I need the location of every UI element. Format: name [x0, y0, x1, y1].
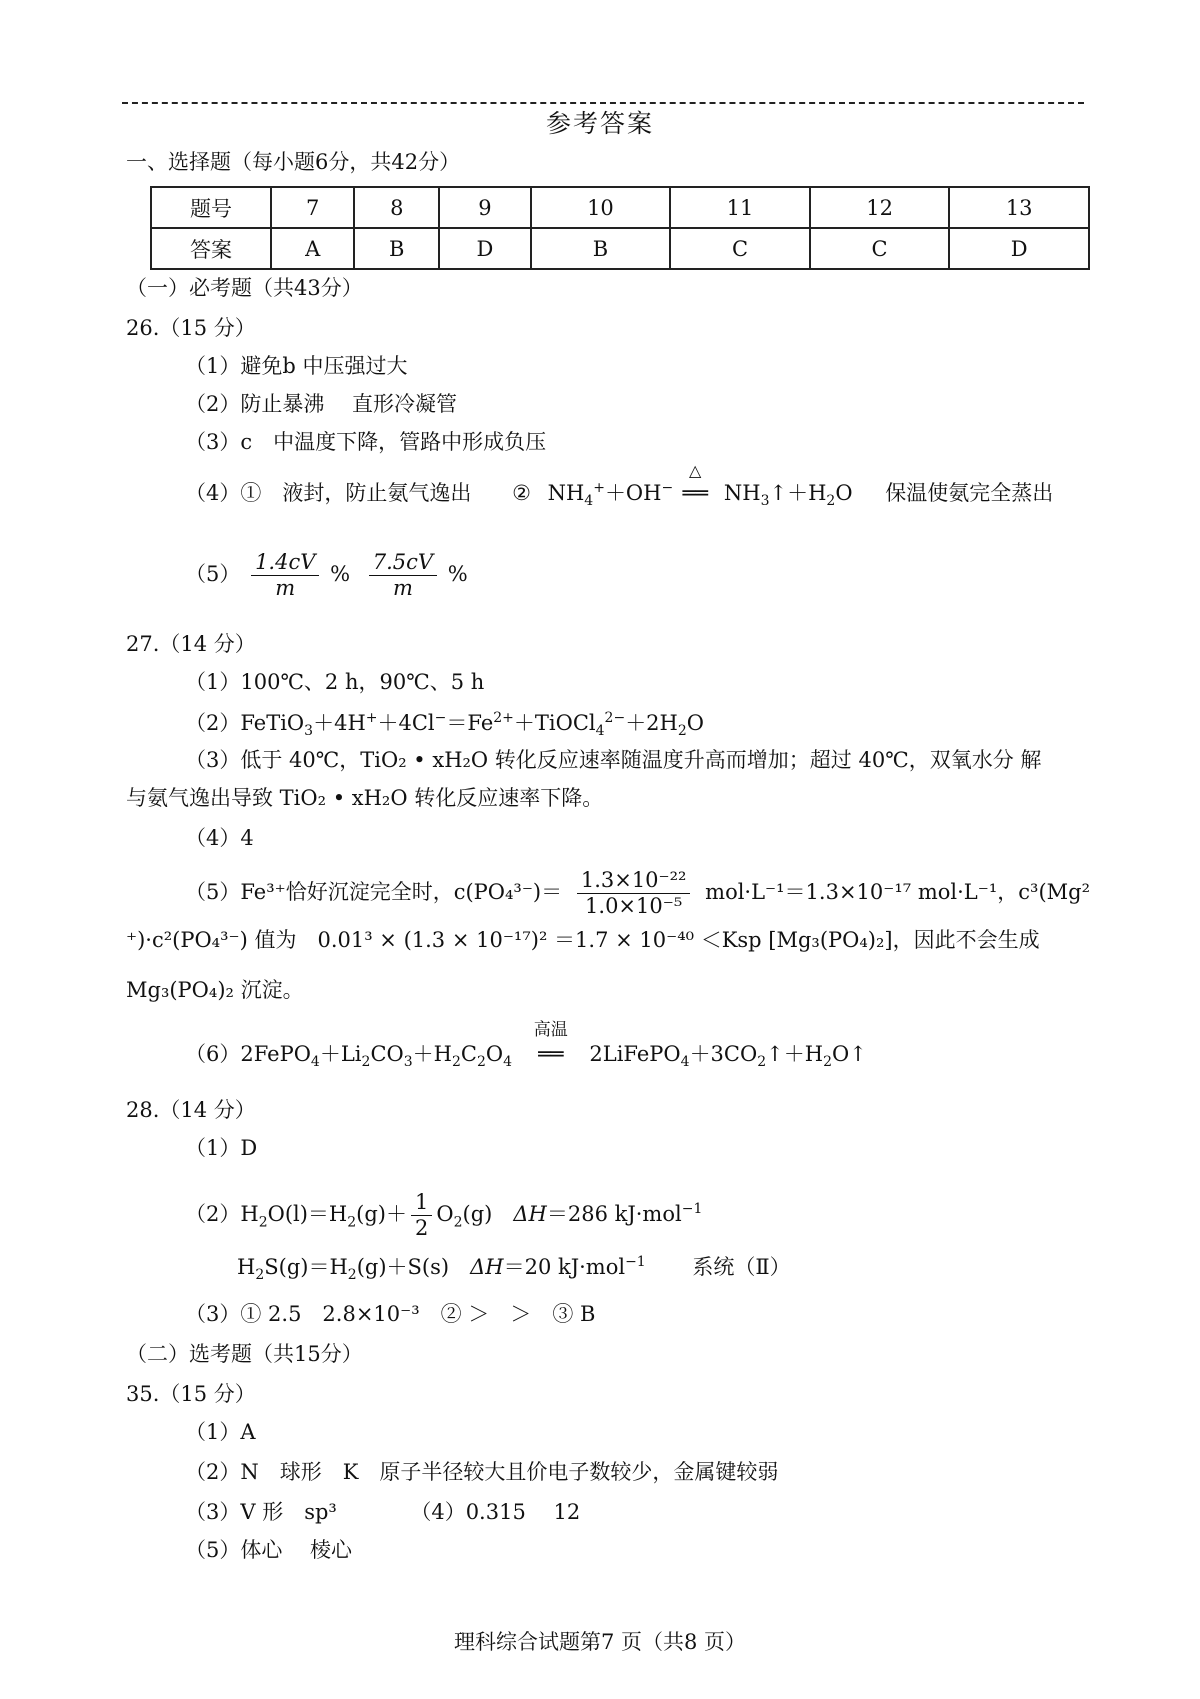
- q27-a5-suffix: mol·L⁻¹＝1.3×10⁻¹⁷ mol·L⁻¹，c³(Mg²: [705, 880, 1090, 905]
- q26-a4-equation: $NH_4^++OH^-$ △ ══ $NH_3↑+H_2O$: [547, 461, 853, 510]
- q35-answer-2: （2）N 球形 K 原子半径较大且价电子数较少，金属键较弱: [185, 1460, 779, 1484]
- fraction-numerator: 1: [411, 1190, 432, 1216]
- q27-answer-1: （1）100℃、2 h，90℃、5 h: [185, 670, 485, 694]
- q28-answer-1: （1）D: [185, 1136, 258, 1160]
- reaction-condition: 高温: [533, 1020, 568, 1040]
- q26-a5-label: （5）: [185, 562, 241, 587]
- q35-heading: 35.（15 分）: [126, 1382, 256, 1406]
- fraction-denominator: m: [275, 576, 296, 601]
- page-footer: 理科综合试题第7 页（共8 页）: [453, 1630, 747, 1654]
- fraction: [251, 550, 319, 601]
- fraction-denominator: 1.0×10⁻⁵: [585, 894, 683, 919]
- q27-heading: 27.（14 分）: [126, 632, 256, 656]
- section-choice-heading: 一、选择题（每小题6分，共42分）: [126, 150, 461, 174]
- table-cell: C: [810, 228, 950, 269]
- part-optional-heading: （二）选考题（共15分）: [126, 1342, 363, 1366]
- answer-table: [150, 186, 1090, 270]
- table-row-numbers: [151, 187, 1089, 228]
- q27-answer-5: [185, 868, 1090, 919]
- fraction: [369, 550, 437, 601]
- table-cell: 10: [531, 187, 671, 228]
- table-cell: 11: [670, 187, 810, 228]
- q28-answer-2-line1: $(2)H_2O(l)=H_2(g)+$ $\frac{1}{2}$ $O_2(g)$ ΔH＝286 kJ·mol$^{-1}$: [185, 1190, 703, 1241]
- q27-answer-3-line2: 与氨气逸出导致 TiO₂ • xH₂O 转化反应速率下降。: [126, 786, 604, 810]
- q28-answer-3: （3）① 2.5 2.8×10⁻³ ② ＞ ＞ ③ B: [185, 1302, 596, 1326]
- q26-answer-5: [185, 550, 468, 601]
- q35-answer-5: （5）体心 棱心: [185, 1538, 353, 1562]
- table-cell: 8: [354, 187, 439, 228]
- percent-sign: %: [330, 562, 351, 587]
- q35-answer-3-4: （3）V 形 sp³ （4）0.315 12: [185, 1500, 581, 1524]
- fraction-denominator: m: [392, 576, 413, 601]
- row-label-answer: 答案: [151, 228, 271, 269]
- q26-answer-2: （2）防止暴沸 直形冷凝管: [185, 392, 458, 416]
- table-cell: B: [531, 228, 671, 269]
- q26-answer-3: （3）c 中温度下降，管路中形成负压: [185, 430, 547, 454]
- q26-answer-4: [185, 461, 1054, 510]
- part-required-heading: （一）必考题（共43分）: [126, 276, 363, 300]
- q28-heading: 28.（14 分）: [126, 1098, 256, 1122]
- q27-answer-5-line3: Mg₃(PO₄)₂ 沉淀。: [126, 978, 304, 1002]
- fraction-numerator: 7.5cV: [369, 550, 437, 576]
- q27-answer-5-line2: ⁺)·c²(PO₄³⁻) 值为 0.01³ × (1.3 × 10⁻¹⁷)² ＝1.7 × 10⁻⁴⁰ ＜Ksp [Mg₃(PO₄)₂]，因此不会生成: [126, 928, 1040, 952]
- percent-sign: %: [447, 562, 468, 587]
- q28-answer-2-line2: $H_2S(g)=H_2(g)+S(s)$ ΔH＝20 kJ·mol$^{-1}$ 系统（Ⅱ）: [237, 1254, 791, 1284]
- q26-a4-prefix: （4）① 液封，防止氨气逸出: [185, 481, 472, 505]
- q26-answer-1: （1）避免b 中压强过大: [185, 354, 408, 378]
- fraction: [411, 1190, 432, 1241]
- q26-heading: 26.（15 分）: [126, 316, 256, 340]
- q35-answer-1: （1）A: [185, 1420, 256, 1444]
- q27-a5-prefix: （5）Fe³⁺恰好沉淀完全时，c(PO₄³⁻)＝: [185, 880, 563, 905]
- table-cell: D: [949, 228, 1089, 269]
- q28-system: 系统（Ⅱ）: [692, 1255, 791, 1279]
- q26-a4-circle: ②: [512, 481, 531, 505]
- table-cell: B: [354, 228, 439, 269]
- q26-a4-tail: 保温使氨完全蒸出: [885, 481, 1054, 505]
- table-cell: 12: [810, 187, 950, 228]
- table-cell: 9: [439, 187, 531, 228]
- page-title: 参考答案: [545, 109, 654, 138]
- table-cell: D: [439, 228, 531, 269]
- row-label-number: 题号: [151, 187, 271, 228]
- q27-answer-3-line1: （3）低于 40℃，TiO₂ • xH₂O 转化反应速率随温度升高而增加；超过 40℃，双氧水分 解: [185, 748, 1042, 772]
- table-cell: 7: [271, 187, 354, 228]
- fraction: [577, 868, 691, 919]
- table-cell: A: [271, 228, 354, 269]
- table-row-answers: [151, 228, 1089, 269]
- table-cell: C: [670, 228, 810, 269]
- fraction-numerator: 1.4cV: [251, 550, 319, 576]
- q27-answer-2: $(2)FeTiO_3+4H^++4Cl^-=Fe^{2+}+TiOCl_4^{2-}+2H_2O$: [185, 710, 705, 740]
- q27-answer-6: $(6)2FePO_4+Li_2CO_3+H_2C_2O_4$ 高温 ══ $2LiFePO_4+3CO_2↑+H_2O↑$: [185, 1020, 867, 1071]
- fraction-denominator: 2: [415, 1216, 429, 1241]
- table-cell: 13: [949, 187, 1089, 228]
- q27-answer-4: （4）4: [185, 826, 254, 850]
- fraction-numerator: 1.3×10⁻²²: [577, 868, 691, 894]
